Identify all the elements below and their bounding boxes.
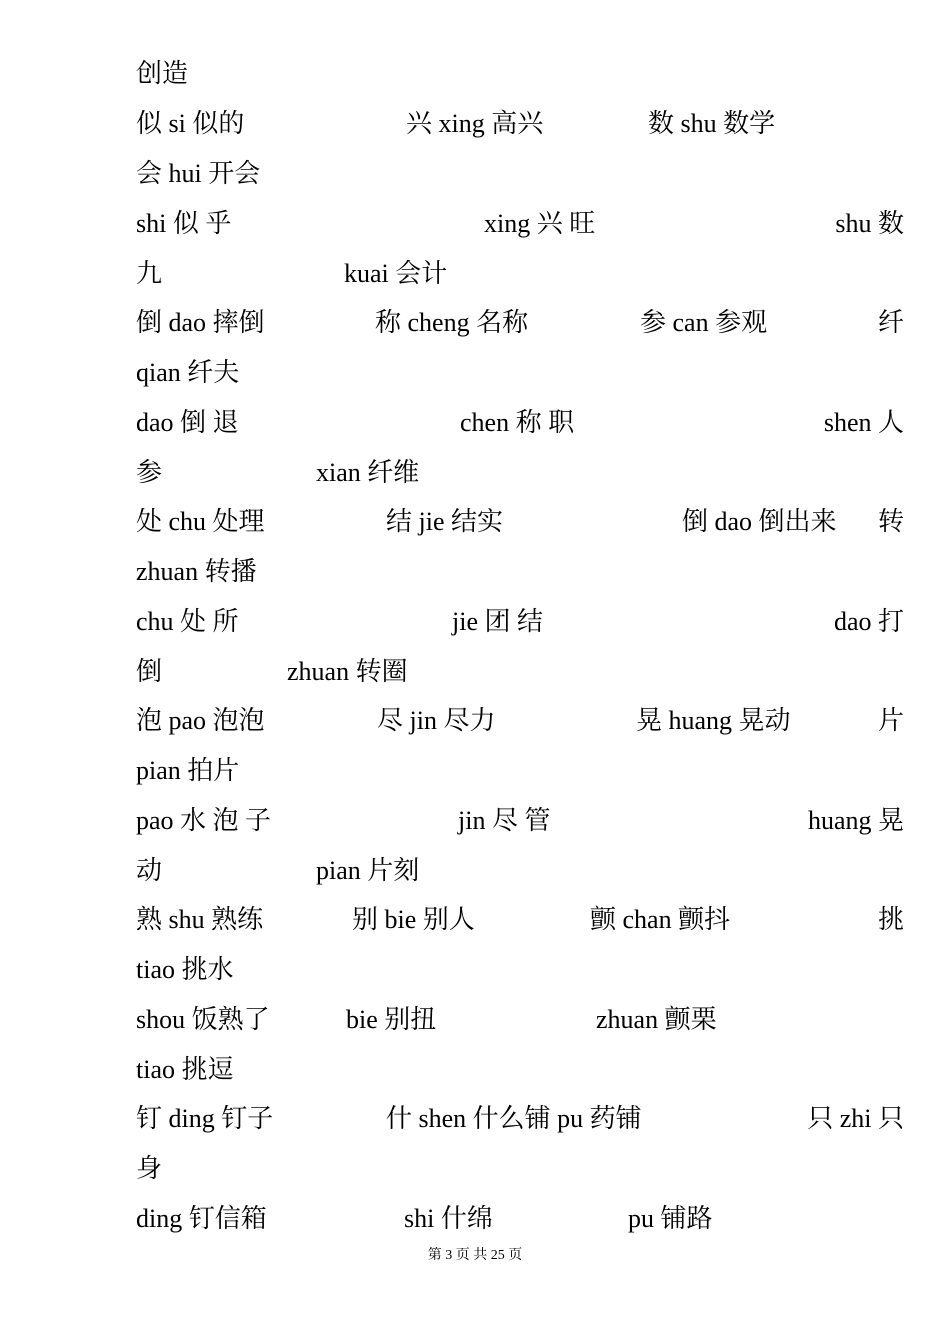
- text-segment: chen 称 职: [460, 408, 575, 437]
- text-segment: 纤: [877, 308, 904, 337]
- text-segment: qian 纤夫: [136, 358, 240, 387]
- text-segment: 颤 chan 颤抖: [590, 905, 731, 934]
- text-segment: 称 cheng 名称: [375, 308, 529, 337]
- text-segment: 数 shu 数学: [648, 109, 776, 138]
- text-segment: jie 团 结: [452, 607, 543, 636]
- text-segment: chu 处 所: [136, 607, 239, 636]
- text-line: [136, 655, 904, 689]
- text-segment: xian 纤维: [316, 458, 420, 487]
- text-line: [136, 406, 904, 440]
- text-segment: zhuan 转播: [136, 557, 257, 586]
- text-segment: huang 晃: [807, 806, 904, 835]
- text-segment: ding 钉信箱: [136, 1204, 267, 1233]
- text-segment: 倒 dao 摔倒: [136, 308, 265, 337]
- text-line: [136, 207, 904, 241]
- text-segment: tiao 挑逗: [136, 1055, 234, 1084]
- text-segment: 结 jie 结实: [386, 507, 503, 536]
- text-line: [136, 605, 904, 639]
- text-segment: 熟 shu 熟练: [136, 905, 264, 934]
- text-line: [136, 1003, 904, 1037]
- text-segment: pian 片刻: [316, 856, 420, 885]
- text-segment: 什 shen 什么铺 pu 药铺: [386, 1104, 642, 1133]
- text-segment: pao 水 泡 子: [136, 806, 272, 835]
- text-line: [136, 1202, 904, 1236]
- text-line: [136, 1053, 904, 1087]
- text-line: [136, 57, 904, 91]
- text-line: [136, 1102, 904, 1136]
- text-segment: 会 hui 开会: [136, 159, 261, 188]
- text-segment: shi 什绵: [404, 1204, 493, 1233]
- text-segment: 转: [877, 507, 904, 536]
- text-line: [136, 306, 904, 340]
- text-segment: jin 尽 管: [458, 806, 551, 835]
- text-segment: tiao 挑水: [136, 955, 234, 984]
- text-segment: kuai 会计: [344, 259, 448, 288]
- text-segment: 创造: [136, 59, 189, 88]
- text-segment: 别 bie 别人: [352, 905, 475, 934]
- text-segment: 只 zhi 只: [807, 1104, 904, 1133]
- text-line: [136, 953, 904, 987]
- text-segment: dao 打: [833, 607, 904, 636]
- text-segment: xing 兴 旺: [484, 209, 596, 238]
- text-segment: 钉 ding 钉子: [136, 1104, 274, 1133]
- text-segment: pu 铺路: [628, 1204, 713, 1233]
- text-segment: zhuan 颤栗: [596, 1005, 717, 1034]
- text-segment: 晃 huang 晃动: [636, 706, 791, 735]
- text-segment: 九: [136, 259, 163, 288]
- text-line: [136, 854, 904, 888]
- text-segment: 参 can 参观: [640, 308, 768, 337]
- text-segment: 处 chu 处理: [136, 507, 265, 536]
- text-segment: 参: [136, 458, 163, 487]
- text-line: [136, 356, 904, 390]
- text-line: [136, 107, 904, 141]
- text-segment: dao 倒 退: [136, 408, 239, 437]
- text-segment: 挑: [877, 905, 904, 934]
- text-line: [136, 804, 904, 838]
- text-segment: 片: [877, 706, 904, 735]
- text-segment: 兴 xing 高兴: [406, 109, 544, 138]
- text-line: [136, 754, 904, 788]
- text-line: [136, 1152, 904, 1186]
- text-segment: 尽 jin 尽力: [377, 706, 496, 735]
- text-line: [136, 505, 904, 539]
- text-line: [136, 555, 904, 589]
- text-segment: 泡 pao 泡泡: [136, 706, 265, 735]
- text-segment: shu 数: [835, 209, 904, 238]
- text-line: [136, 257, 904, 291]
- text-segment: shen 人: [823, 408, 904, 437]
- text-segment: 似 si 似的: [136, 109, 245, 138]
- text-segment: pian 拍片: [136, 756, 240, 785]
- text-segment: 倒: [136, 657, 163, 686]
- text-segment: zhuan 转圈: [287, 657, 408, 686]
- text-segment: shou 饭熟了: [136, 1005, 270, 1034]
- text-line: [136, 456, 904, 490]
- text-segment: bie 别扭: [346, 1005, 437, 1034]
- text-line: [136, 903, 904, 937]
- page-number-footer: 第 3 页 共 25 页: [427, 1248, 523, 1263]
- text-line: [136, 704, 904, 738]
- text-segment: 身: [136, 1154, 163, 1183]
- text-line: [136, 157, 904, 191]
- text-segment: shi 似 乎: [136, 209, 232, 238]
- text-segment: 倒 dao 倒出来: [682, 507, 837, 536]
- text-segment: 动: [136, 856, 163, 885]
